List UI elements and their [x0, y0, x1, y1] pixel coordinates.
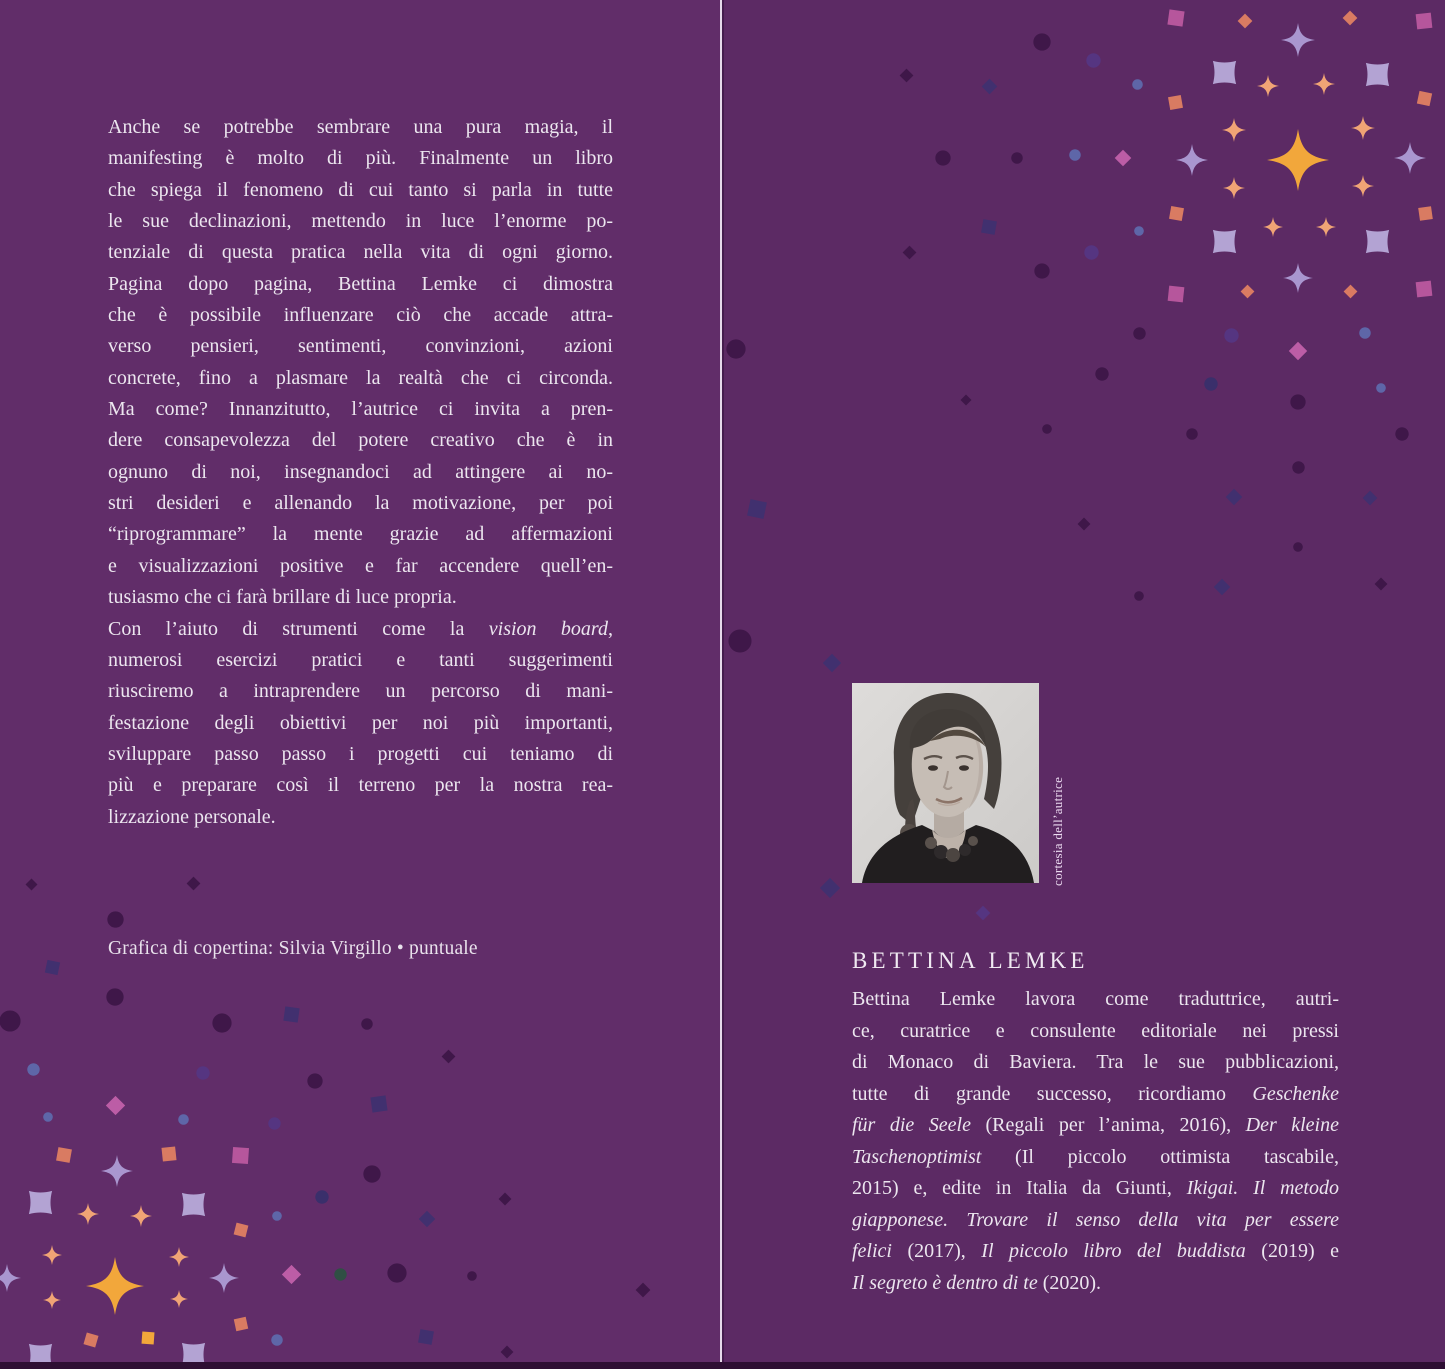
decor-square-icon: [416, 1327, 437, 1348]
decor-dot-icon: [467, 1271, 477, 1281]
decor-square-icon: [744, 496, 770, 522]
decor-dot-icon: [1292, 461, 1305, 474]
decor-dot-icon: [1224, 328, 1239, 343]
decor-diamond-icon: [1225, 488, 1243, 506]
decor-sparkle-icon: [1351, 116, 1375, 140]
decor-diamond-icon: [105, 1095, 126, 1116]
decor-dot-icon: [1134, 226, 1144, 236]
decor-dot-icon: [1086, 53, 1101, 68]
decor-pillow-square-icon: [180, 1191, 207, 1218]
decor-sparkle-icon: [169, 1247, 189, 1267]
decor-diamond-icon: [498, 1192, 512, 1206]
decor-pillow-square-icon: [27, 1189, 54, 1216]
decor-dot-icon: [1395, 427, 1409, 441]
text-line: più e preparare così il terreno per la nostra rea-: [108, 774, 613, 797]
decor-diamond-icon: [822, 653, 842, 673]
text-line: di Monaco di Baviera. Tra le sue pubblicazioni,: [852, 1051, 1339, 1073]
text-line: che spiega il fenomeno di cui tanto si parla in tutte: [108, 178, 613, 201]
decor-dot-icon: [307, 1073, 323, 1089]
decor-dot-icon: [1293, 542, 1303, 552]
photo-credit-caption: cortesia dell’autrice: [1050, 776, 1065, 886]
decor-square-icon: [368, 1093, 391, 1116]
decor-sparkle-icon: [1263, 217, 1283, 237]
book-bottom-edge: [0, 1362, 1445, 1369]
text-line: Ma come? Innanzitutto, l’autrice ci invita a pren-: [108, 398, 613, 421]
decor-dot-icon: [728, 629, 752, 653]
decor-sparkle-icon: [77, 1203, 99, 1225]
decor-square-icon: [1414, 88, 1434, 108]
decor-diamond-icon: [441, 1049, 456, 1064]
text-line: “riprogrammare” la mente grazie ad affermazioni: [108, 523, 613, 546]
decor-sparkle-icon: [0, 1264, 21, 1292]
decor-diamond-icon: [1077, 517, 1091, 531]
decor-dot-icon: [272, 1211, 282, 1221]
text-line: tutte di grande successo, ricordiamo Geschenke: [852, 1082, 1339, 1105]
decor-square-icon: [1413, 278, 1435, 300]
decor-dot-icon: [315, 1190, 329, 1204]
author-name-heading: BETTINA LEMKE: [852, 948, 1089, 973]
text-line: stri desideri e allenando la motivazione, per poi: [108, 492, 613, 515]
decor-diamond-icon: [902, 245, 917, 260]
text-line: ognuno di noi, insegnandoci ad attingere ai no-: [108, 460, 613, 483]
decor-sparkle-icon: [86, 1257, 144, 1315]
decor-dot-icon: [1134, 591, 1144, 601]
decor-dot-icon: [1011, 152, 1023, 164]
decor-diamond-icon: [1240, 284, 1255, 299]
decor-dot-icon: [1132, 79, 1143, 90]
text-line: lizzazione personale.: [108, 805, 276, 828]
decor-dot-icon: [363, 1165, 381, 1183]
decor-sparkle-icon: [1176, 144, 1208, 176]
text-line: le sue declinazioni, mettendo in luce l’enorme po-: [108, 210, 613, 233]
cover-credit-line: Grafica di copertina: Silvia Virgillo • puntuale: [108, 938, 478, 959]
decor-diamond-icon: [981, 78, 998, 95]
decor-sparkle-icon: [43, 1291, 61, 1309]
decor-sparkle-icon: [1352, 175, 1374, 197]
decor-dot-icon: [212, 1013, 232, 1033]
decor-dot-icon: [107, 911, 124, 928]
decor-sparkle-icon: [1223, 177, 1245, 199]
decor-sparkle-icon: [170, 1290, 188, 1308]
decor-dot-icon: [1033, 33, 1051, 51]
decor-dot-icon: [935, 150, 951, 166]
decor-diamond-icon: [1213, 578, 1231, 596]
decor-dot-icon: [43, 1112, 53, 1122]
decor-dot-icon: [1186, 428, 1198, 440]
decor-sparkle-icon: [1267, 129, 1329, 191]
text-line: Il segreto è dentro di te (2020).: [852, 1271, 1102, 1294]
jacket-fold-shadow: [722, 0, 724, 1369]
decor-sparkle-icon: [1283, 263, 1313, 293]
decor-diamond-icon: [899, 68, 914, 83]
text-line: giapponese. Trovare il senso della vita per essere: [852, 1208, 1339, 1231]
decor-pillow-square-icon: [1211, 59, 1238, 86]
decor-dot-icon: [1084, 245, 1099, 260]
decor-square-icon: [42, 957, 62, 977]
decor-square-icon: [280, 1003, 301, 1024]
decor-square-icon: [1166, 203, 1186, 223]
decor-diamond-icon: [186, 876, 201, 891]
decor-diamond-icon: [635, 1282, 651, 1298]
decor-diamond-icon: [1237, 13, 1253, 29]
decor-dot-icon: [1133, 327, 1146, 340]
text-line: Bettina Lemke lavora come traduttrice, autri-: [852, 988, 1339, 1010]
decor-sparkle-icon: [1281, 23, 1315, 57]
decor-square-icon: [139, 1329, 156, 1346]
portrait-illustration: [852, 683, 1039, 883]
text-line: Taschenoptimist (Il piccolo ottimista tascabile,: [852, 1145, 1339, 1168]
decor-square-icon: [979, 217, 1000, 238]
text-line: concrete, fino a plasmare la realtà che ci circonda.: [108, 366, 613, 389]
decor-pillow-square-icon: [1364, 61, 1391, 88]
author-bio: [852, 984, 1339, 1299]
decor-sparkle-icon: [1394, 142, 1426, 174]
decor-diamond-icon: [819, 877, 841, 899]
decor-dot-icon: [1290, 394, 1306, 410]
decor-dot-icon: [1034, 263, 1050, 279]
text-line: verso pensieri, sentimenti, convinzioni, azioni: [108, 335, 613, 358]
text-line: numerosi esercizi pratici e tanti suggerimenti: [108, 648, 613, 671]
decor-sparkle-icon: [101, 1155, 133, 1187]
decor-diamond-icon: [1288, 341, 1308, 361]
text-line: riusciremo a intraprendere un percorso di mani-: [108, 680, 613, 703]
decor-pillow-square-icon: [1364, 228, 1391, 255]
decor-sparkle-icon: [209, 1263, 239, 1293]
decor-diamond-icon: [25, 878, 38, 891]
text-line: für die Seele (Regali per l’anima, 2016), Der kleine: [852, 1114, 1339, 1136]
decor-dot-icon: [106, 988, 124, 1006]
decor-diamond-icon: [1362, 490, 1378, 506]
decor-dot-icon: [1359, 327, 1371, 339]
decor-sparkle-icon: [1313, 73, 1335, 95]
decor-square-icon: [1413, 10, 1435, 32]
decor-square-icon: [231, 1220, 250, 1239]
decor-square-icon: [1165, 7, 1188, 30]
text-line: Anche se potrebbe sembrare una pura magia, il: [108, 116, 613, 138]
decor-dot-icon: [1042, 424, 1052, 434]
decor-square-icon: [1165, 283, 1187, 305]
decor-diamond-icon: [975, 905, 991, 921]
decor-sparkle-icon: [1222, 118, 1246, 142]
decor-diamond-icon: [281, 1264, 302, 1285]
text-line: e visualizzazioni positive e far accendere quell’en-: [108, 554, 613, 577]
text-line: Pagina dopo pagina, Bettina Lemke ci dimostra: [108, 272, 613, 295]
decor-square-icon: [54, 1145, 75, 1166]
text-line: che è possibile influenzare ciò che accade attra-: [108, 304, 613, 327]
decor-dot-icon: [387, 1263, 407, 1283]
decor-square-icon: [1165, 92, 1185, 112]
decor-square-icon: [81, 1330, 101, 1350]
decor-dot-icon: [1204, 377, 1218, 391]
decor-dot-icon: [268, 1117, 281, 1130]
decor-dot-icon: [178, 1114, 189, 1125]
decor-dot-icon: [726, 339, 746, 359]
decor-square-icon: [232, 1315, 251, 1334]
decor-diamond-icon: [418, 1210, 436, 1228]
decor-diamond-icon: [500, 1345, 514, 1359]
decor-dot-icon: [361, 1018, 373, 1030]
text-line: tusiasmo che ci farà brillare di luce propria.: [108, 586, 457, 609]
decor-diamond-icon: [1114, 149, 1132, 167]
decor-square-icon: [159, 1144, 179, 1164]
decor-dot-icon: [196, 1066, 210, 1080]
text-line: tenziale di questa pratica nella vita di ogni giorno.: [108, 241, 613, 264]
decor-dot-icon: [27, 1063, 40, 1076]
text-line: ce, curatrice e consulente editoriale nei pressi: [852, 1019, 1339, 1042]
decor-square-icon: [1415, 203, 1434, 222]
text-line: dere consapevolezza del potere creativo che è in: [108, 429, 613, 452]
decor-dot-icon: [271, 1334, 283, 1346]
decor-sparkle-icon: [130, 1205, 152, 1227]
book-blurb: [108, 112, 613, 833]
decor-dot-icon: [1069, 149, 1081, 161]
decor-dot-icon: [1376, 383, 1386, 393]
decor-sparkle-icon: [42, 1245, 62, 1265]
text-line: felici (2017), Il piccolo libro del buddista (2019) e: [852, 1240, 1339, 1262]
text-line: Con l’aiuto di strumenti come la vision board,: [108, 617, 613, 640]
decor-sparkle-icon: [1316, 217, 1336, 237]
decor-diamond-icon: [1343, 284, 1358, 299]
text-line: manifesting è molto di più. Finalmente un libro: [108, 147, 613, 170]
decor-dot-icon: [0, 1010, 21, 1032]
decor-dot-icon: [334, 1268, 347, 1281]
decor-diamond-icon: [1342, 10, 1358, 26]
text-line: sviluppare passo passo i progetti cui teniamo di: [108, 742, 613, 765]
decor-dot-icon: [1095, 367, 1109, 381]
text-line: festazione degli obiettivi per noi più importanti,: [108, 711, 613, 734]
decor-sparkle-icon: [1257, 75, 1279, 97]
decor-diamond-icon: [960, 394, 972, 406]
decor-diamond-icon: [1374, 577, 1388, 591]
decor-square-icon: [229, 1144, 251, 1166]
author-portrait-photo: [852, 683, 1039, 883]
decor-pillow-square-icon: [1211, 228, 1238, 255]
text-line: 2015) e, edite in Italia da Giunti, Ikigai. Il metodo: [852, 1177, 1339, 1199]
